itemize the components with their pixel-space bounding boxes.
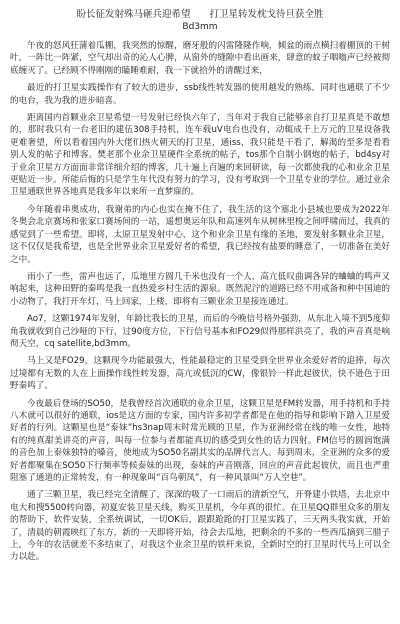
author-callsign: Bd3mm <box>182 22 218 32</box>
paragraph: 通了三颗卫星，我已经完全清醒了，深深的吸了一口雨后的清新空气，开脊建小铁塔，去北京中电大和搜5500转向器，初夏安装卫星天线，购买卫星机，今年真的很忙。在卫星QQ群里众多的朋友的帮助下，软件安装，全系统调试，一切OK后，跟跟跄跄的打卫星实践了，三天两头我实就，开始了，清晨的朝霞映红了东方，新的一天即将开始，待会去瓜地，把剩余的不多的一些西瓜摘到三腊子上，今年的农活就差不多结束了，对我这个业余卫星的铁杆来说，全新时空的打卫星时代马上可以全力以赴。 <box>10 490 390 563</box>
paragraph: 距离国内首颗业余卫星希望一号发射已经快六年了，当年对于我自己能够亲自打卫星真是不敢想的，那时我只有一台老旧的建伍308手持机，连车载uV电台也没有，动辄成千上万元的卫星设备我更难奢望，所以看着国内外大佬们热火朝天的打卫星，通iss，我只能是干看了，解渴的至多是看看别人发的帖子和博客。樊老那个业余卫星硬件全系统的帖子，tos那个自制小钢炮的帖子，bd4sy对于业余卫星方方面面非常详细介绍的博客，几十遍上百遍的来回研读，每一次都使我的心和业余卫星更贴近一步。所能后悔的只是学生年代没有努力的学习，没有考取到一个卫星专业的学位。通过业余卫星通联世界各地真是我多年以来所一直梦寐的。 <box>10 113 390 198</box>
paragraph: 雨小了一些，雷声也远了，瓜地里方圆几千米也没有一个人，高亢低叹曲调各异的蛐蛐的鸣声又响起来，这种田野的秦鸣是我一直热爱乡村生活的源泉。既然泥泞的道路已经不用戒备和种中国迪的小动物了，我打开车灯，马上回家，上楼，即将有三颗业余卫星接连通过。 <box>10 271 390 307</box>
paragraph: 今夜最后登场的SO50，是我曾经首次通联的业余卫星，这颗卫星是FM转发器，用手持机和手持八木就可以很好的通联，ios是这方面的专家，国内许多初学者都是在他的指导和影响下踏入卫星爱好者的行列。这颗星也是“泰妹”hs3nap周末时常光顾的卫星，作为亚洲经常在线的唯一女性，地特有的纯真甜美讲亮的声音，叫每一位参与者都能真切的感受到女性的话力四射。FM信号的圆润饱满的音色加上泰妹独特的嗓音，使地成为SO50名副其实的品牌代言人。每到周末，全亚洲的众多的爱好者都聚集在SO50下行频率等候泰妹的出现，泰妹的声音刚落，回应的声音此起彼伏，而且也严重阻塞了通道的正常转发，有一种现象叫“百鸟朝凤”，有一种风景叫“万人空巷”。 <box>10 398 390 483</box>
page-title: 盼长征发射殊马砸兵迎希望 打卫星转发枕戈待旦获全胜 <box>76 9 324 20</box>
paragraph: 午夜的怒风狂蒲着瓜棚，我突然的惊醒，磨牙般的闪雷隆隆作响，倾盆的雨点横扫着棚顶的干树叶，一阵比一阵紧，空气却出奇的沁人心脾，从窗外的缝隙中看出画来，肆意的蚊子咽嗡声已经被彻底缠灭了。已经顾不得刚刚的瞌睡难耐，我一下就拾外的清醒过来， <box>10 41 390 76</box>
paragraph: 最近的打卫星实践操作有了较大的进步，ssb线性转发器的使用越发的熟练，同时也通联了不少的电台，我为我的进步暗喜。 <box>10 83 390 106</box>
paragraph: Ao7，这颗1974年发射，年龄比我长的卫星，而后的今晚信号格外强劲，从东北入境不到5度仰角我就收到自己沙哑的下行，过90度方位，下行信号基本和FO29似得那样洪亮了，我的声音真是响彻天空，cq satellite,bd3mm。 <box>10 314 390 349</box>
paragraph: 马上又是FO29，这颗现今功能最强大，性能最稳定的卫星受到全世界业余爱好者的追捧，每次过境都有无数的人在上面操作线性转发器，高亢或低沉的CW，像银铃一样此起彼伏，快不逊色于田野秦鸣了。 <box>10 356 390 392</box>
paragraph: 今年随着串奥成功，我谢弟的内心也实在掩不住了，我生活的这个塞北小县城也要成为2022年冬奥会北京赛场和张家口赛场间的一站，遥想奥运年队和高速列车从树林里梭之间呼啸而过，我真的感觉到了一些希望。即将，太原卫星发射中心，这个和业余卫星有缘的圣地，要发射多颗业余卫星，这不仅仅是我希望，也是全世界业余卫星爱好者的希望，我已经按有盐要的睡意了，一切准备在美好之中。 <box>10 204 390 265</box>
